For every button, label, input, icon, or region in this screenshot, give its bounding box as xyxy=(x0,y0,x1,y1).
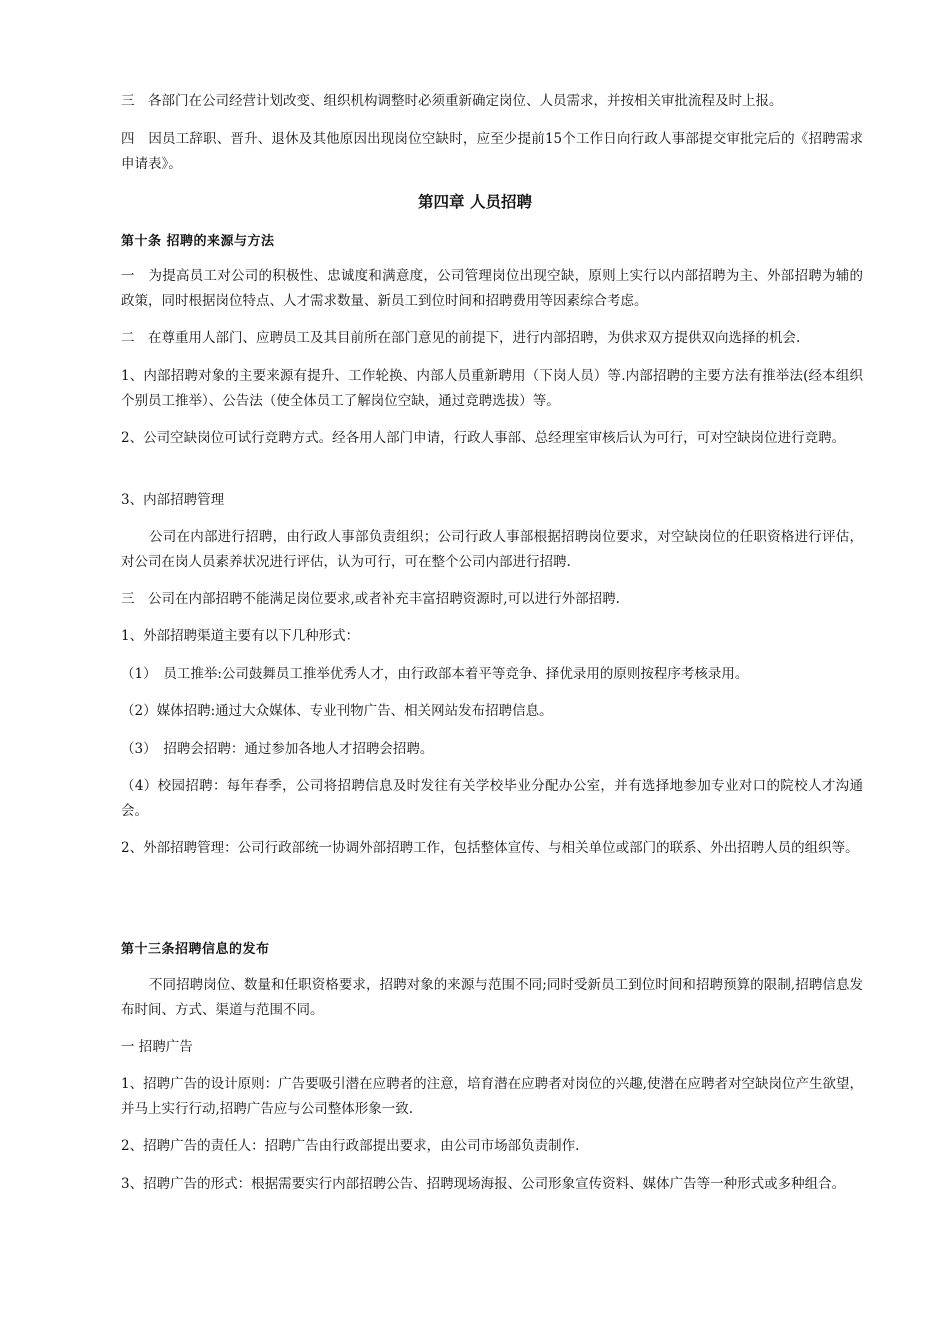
article-heading: 第十条 招聘的来源与方法 xyxy=(121,234,275,249)
paragraph: 1、招聘广告的设计原则：广告要吸引潜在应聘者的注意，培育潜在应聘者对岗位的兴趣,使潜在应聘者对空缺岗位产生欲望，并马上实行行动,招聘广告应与公司整体形象一致. xyxy=(121,1076,863,1117)
paragraph: （1） 员工推举:公司鼓舞员工推举优秀人才，由行政部本着平等竞争、择优录用的原则按程序考核录用。 xyxy=(121,666,749,682)
paragraph: 3、内部招聘管理 xyxy=(121,492,225,508)
paragraph: 三 公司在内部招聘不能满足岗位要求,或者补充丰富招聘资源时,可以进行外部招聘. xyxy=(121,591,620,607)
paragraph: 二 在尊重用人部门、应聘员工及其目前所在部门意见的前提下，进行内部招聘，为供求双方提供双向选择的机会. xyxy=(121,330,801,346)
paragraph: 2、招聘广告的责任人：招聘广告由行政部提出要求，由公司市场部负责制作. xyxy=(121,1138,580,1154)
paragraph: （4）校园招聘：每年春季，公司将招聘信息及时发往有关学校毕业分配办公室，并有选择地参加专业对口的院校人才沟通会。 xyxy=(121,778,863,819)
paragraph: （3） 招聘会招聘：通过参加各地人才招聘会招聘。 xyxy=(121,741,434,757)
article-heading: 第十三条招聘信息的发布 xyxy=(121,942,270,957)
paragraph: 一 为提高员工对公司的积极性、忠诚度和满意度，公司管理岗位出现空缺，原则上实行以内部招聘为主、外部招聘为辅的政策，同时根据岗位特点、人才需求数量、新员工到位时间和招聘费用等因素综合考虑。 xyxy=(121,268,863,309)
paragraph: 1、外部招聘渠道主要有以下几种形式： xyxy=(121,628,360,644)
paragraph: 不同招聘岗位、数量和任职资格要求，招聘对象的来源与范围不同;同时受新员工到位时间和招聘预算的限制,招聘信息发布时间、方式、渠道与范围不同。 xyxy=(121,977,863,1018)
paragraph: （2）媒体招聘:通过大众媒体、专业刊物广告、相关网站发布招聘信息。 xyxy=(121,703,553,719)
paragraph: 三 各部门在公司经营计划改变、组织机构调整时必须重新确定岗位、人员需求，并按相关审批流程及时上报。 xyxy=(121,93,783,109)
paragraph: 一 招聘广告 xyxy=(121,1039,193,1055)
chapter-title: 第四章 人员招聘 xyxy=(418,193,532,211)
paragraph: 公司在内部进行招聘，由行政人事部负责组织；公司行政人事部根据招聘岗位要求，对空缺岗位的任职资格进行评估，对公司在岗人员素养状况进行评估，认为可行，可在整个公司内部进行招聘. xyxy=(121,529,863,570)
paragraph: 2、外部招聘管理：公司行政部统一协调外部招聘工作，包括整体宣传、与相关单位或部门的联系、外出招聘人员的组织等。 xyxy=(121,840,859,856)
paragraph: 2、公司空缺岗位可试行竞聘方式。经各用人部门申请，行政人事部、总经理室审核后认为可行，可对空缺岗位进行竞聘。 xyxy=(121,430,846,446)
paragraph: 四 因员工辞职、晋升、退休及其他原因出现岗位空缺时，应至少提前15个工作日向行政人事部提交审批完后的《招聘需求申请表》。 xyxy=(121,131,863,172)
paragraph: 3、招聘广告的形式：根据需要实行内部招聘公告、招聘现场海报、公司形象宣传资料、媒体广告等一种形式或多种组合。 xyxy=(121,1176,846,1192)
paragraph: 1、内部招聘对象的主要来源有提升、工作轮换、内部人员重新聘用（下岗人员）等.内部招聘的主要方法有推举法(经本组织个别员工推举）、公告法（使全体员工了解岗位空缺，通过竞聘选拔）等。 xyxy=(121,368,863,409)
